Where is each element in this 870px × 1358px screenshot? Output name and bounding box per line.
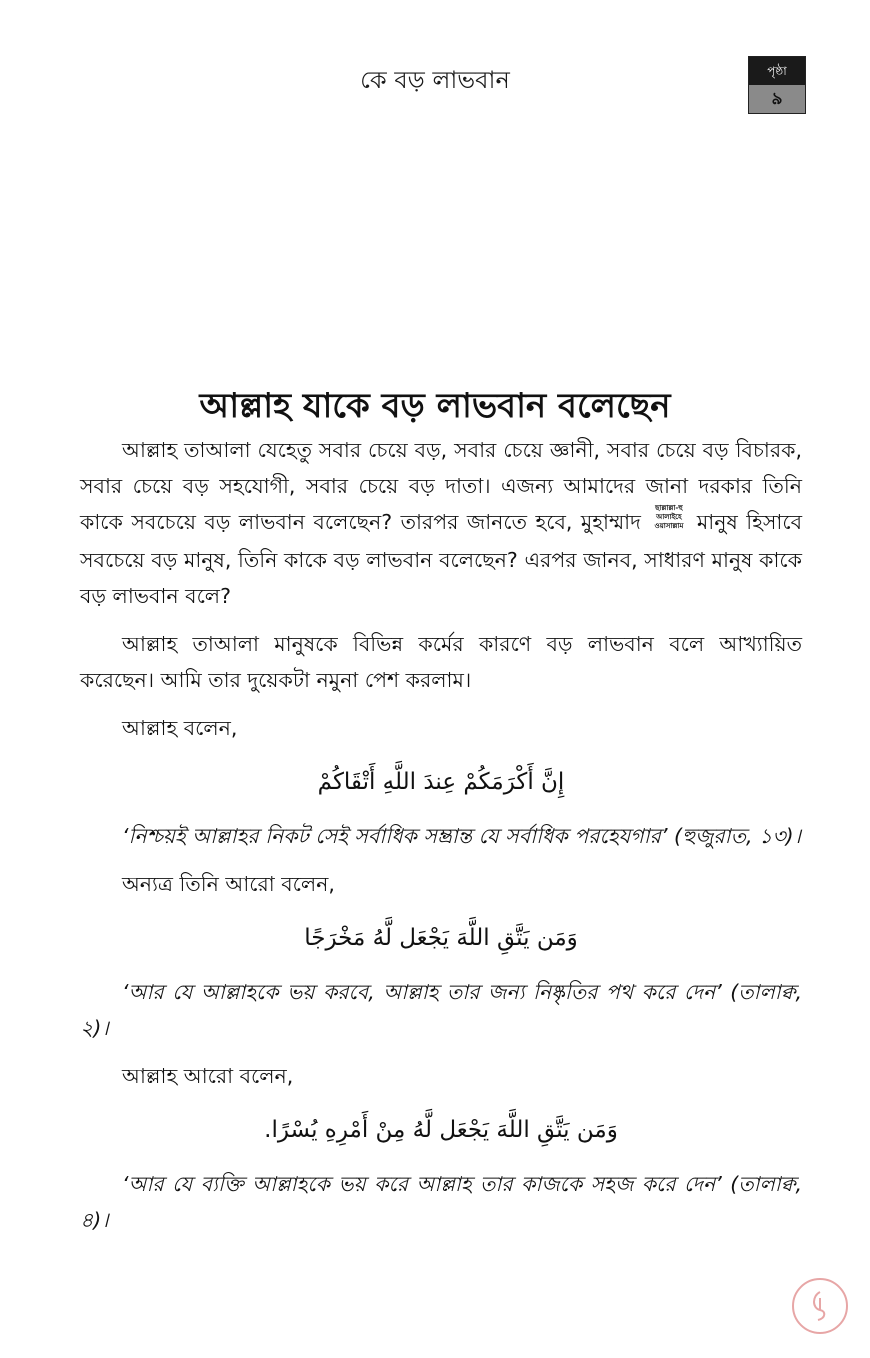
page-number: ৯	[749, 85, 805, 113]
arabic-verse-3: وَمَن يَتَّقِ اللَّهَ يَجْعَل لَّهُ مِنْ أَمْرِهِ يُسْرًا.	[264, 1117, 618, 1143]
body-text	[80, 432, 802, 1238]
intro-2: অন্যত্র তিনি আরো বলেন,	[122, 872, 335, 896]
page-number-box	[748, 56, 806, 114]
translation-3: ‘আর যে ব্যক্তি আল্লাহকে ভয় করে আল্লাহ তার কাজকে সহজ করে দেন’ (তালাক্ব, ৪)।	[80, 1172, 802, 1232]
honorific-calligraphy: ছাল্লাল্লা-হু আলাইহে ওয়াসাল্লাম	[654, 504, 684, 530]
publisher-seal-icon	[792, 1278, 848, 1334]
paragraph-1-part-b: মানুষ হিসাবে সবচেয়ে বড় মানুষ, তিনি কাকে বড় লাভবান বলেছেন? এরপর জানব, সাধারণ মানুষ কাকে বড় লাভবান বলে?	[80, 510, 803, 608]
arabic-verse-1: إِنَّ أَكْرَمَكُمْ عِندَ اللَّهِ أَتْقَاكُمْ	[317, 769, 565, 795]
translation-2: ‘আর যে আল্লাহকে ভয় করবে, আল্লাহ তার জন্য নিষ্কৃতির পথ করে দেন’ (তালাক্ব, ২)।	[80, 980, 802, 1040]
translation-1: ‘নিশ্চয়ই আল্লাহর নিকট সেই সর্বাধিক সম্ভ্রান্ত যে সর্বাধিক পরহেযগার’ (হুজুরাত, ১৩)।	[122, 824, 802, 848]
running-title: কে বড় লাভবান	[360, 66, 510, 94]
page-label: পৃষ্ঠা	[749, 57, 805, 85]
intro-1: আল্লাহ বলেন,	[122, 716, 238, 740]
paragraph-1-part-a: আল্লাহ তাআলা যেহেতু সবার চেয়ে বড়, সবার চেয়ে জ্ঞানী, সবার চেয়ে বড় বিচারক, সবার চেয়ে বড় সহযোগী, সবার চেয়ে বড় দাতা। এজন্য আমাদের জানা দরকার তিনি কাকে সবচেয়ে বড় লাভবান বলেছেন? তারপর জানতে হবে, মুহাম্মাদ	[80, 438, 802, 534]
paragraph-1	[80, 432, 802, 614]
arabic-verse-2: وَمَن يَتَّقِ اللَّهَ يَجْعَل لَّهُ مَخْرَجًا	[304, 925, 578, 951]
chapter-heading: আল্লাহ যাকে বড় লাভবান বলেছেন	[199, 386, 671, 426]
intro-3: আল্লাহ আরো বলেন,	[122, 1064, 294, 1088]
paragraph-2: আল্লাহ তাআলা মানুষকে বিভিন্ন কর্মের কারণে বড় লাভবান বলে আখ্যায়িত করেছেন। আমি তার দুয়েকটা নমুনা পেশ করলাম।	[80, 632, 802, 692]
